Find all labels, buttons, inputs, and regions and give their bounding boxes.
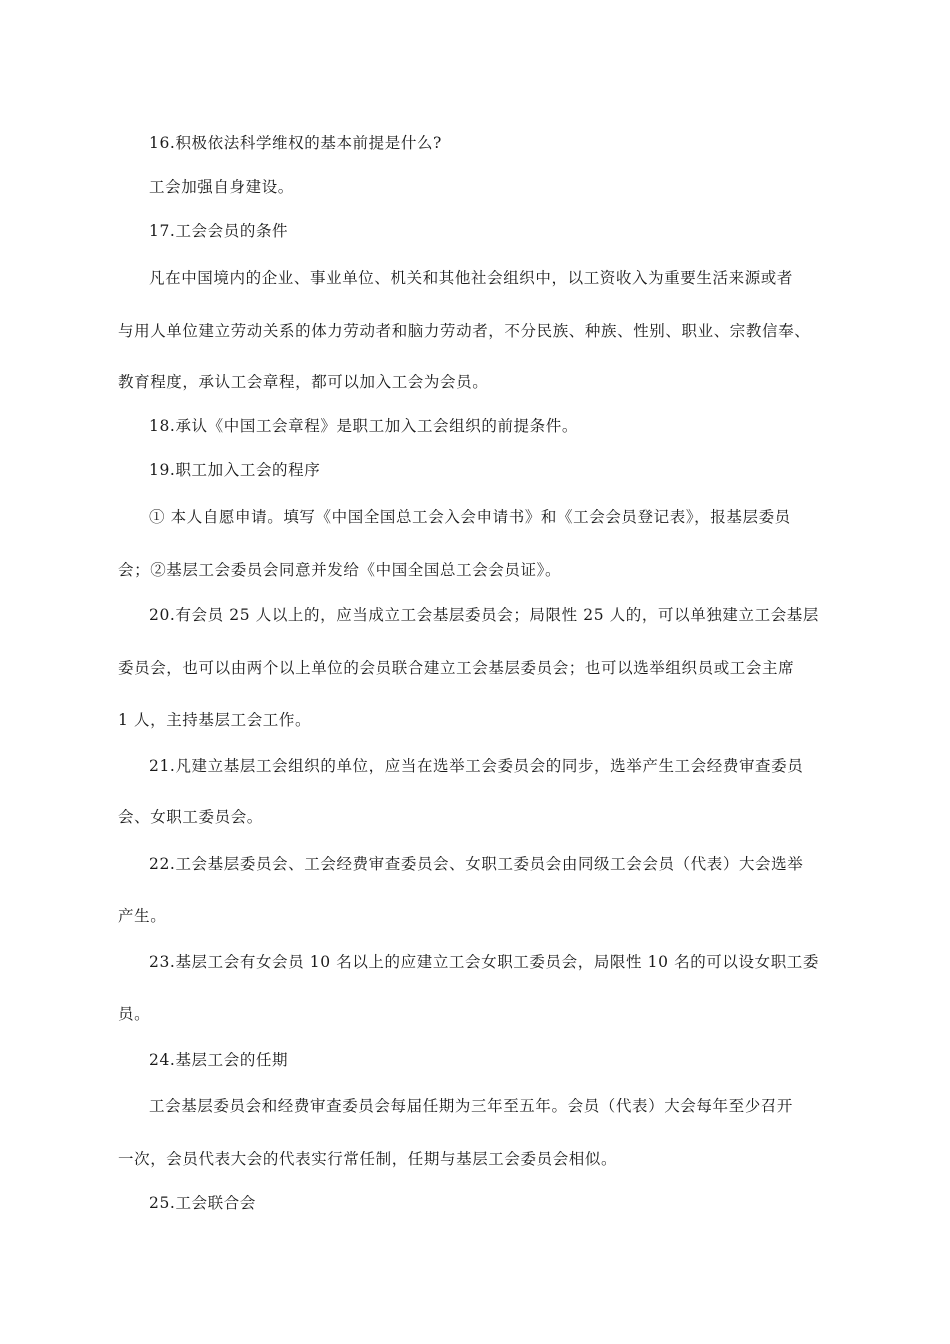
item-22-line-1: 22.工会基层委员会、工会经费审查委员会、女职工委员会由同级工会会员（代表）大会选举: [149, 855, 804, 873]
paragraph-17-line-1: 凡在中国境内的企业、事业单位、机关和其他社会组织中，以工资收入为重要生活来源或者: [149, 269, 794, 287]
heading-17: 17.工会会员的条件: [149, 222, 289, 240]
item-20-line-2: 委员会，也可以由两个以上单位的会员联合建立工会基层委员会；也可以选举组织员或工会主席: [118, 659, 795, 677]
paragraph-17-line-2: 与用人单位建立劳动关系的体力劳动者和脑力劳动者，不分民族、种族、性别、职业、宗教信奉、: [118, 322, 811, 340]
paragraph-24-line-1: 工会基层委员会和经费审查委员会每届任期为三年至五年。会员（代表）大会每年至少召开: [149, 1097, 794, 1115]
item-18: 18.承认《中国工会章程》是职工加入工会组织的前提条件。: [149, 417, 578, 435]
item-21-line-2: 会、女职工委员会。: [118, 808, 263, 826]
paragraph-17-line-3: 教育程度，承认工会章程，都可以加入工会为会员。: [118, 373, 489, 391]
item-20-line-1: 20.有会员 25 人以上的，应当成立工会基层委员会；局限性 25 人的，可以单独建立工会基层: [149, 606, 820, 624]
paragraph-24-line-2: 一次，会员代表大会的代表实行常任制，任期与基层工会委员会相似。: [118, 1150, 618, 1168]
item-21-line-1: 21.凡建立基层工会组织的单位，应当在选举工会委员会的同步，选举产生工会经费审查委员: [149, 757, 804, 775]
item-20-line-3: 1 人，主持基层工会工作。: [118, 711, 312, 729]
heading-19: 19.职工加入工会的程序: [149, 461, 321, 479]
paragraph-19-line-2: 会；②基层工会委员会同意并发给《中国全国总工会会员证》。: [118, 561, 562, 579]
paragraph-19-line-1: ① 本人自愿申请。填写《中国全国总工会入会申请书》和《工会会员登记表》，报基层委员: [149, 508, 791, 526]
heading-24: 24.基层工会的任期: [149, 1051, 289, 1069]
item-23-line-1: 23.基层工会有女会员 10 名以上的应建立工会女职工委员会，局限性 10 名的可以设女职工委: [149, 953, 820, 971]
item-23-line-2: 员。: [118, 1005, 151, 1023]
item-22-line-2: 产生。: [118, 907, 167, 925]
answer-16: 工会加强自身建设。: [149, 178, 294, 196]
question-16: 16.积极依法科学维权的基本前提是什么?: [149, 134, 442, 152]
heading-25: 25.工会联合会: [149, 1194, 256, 1212]
